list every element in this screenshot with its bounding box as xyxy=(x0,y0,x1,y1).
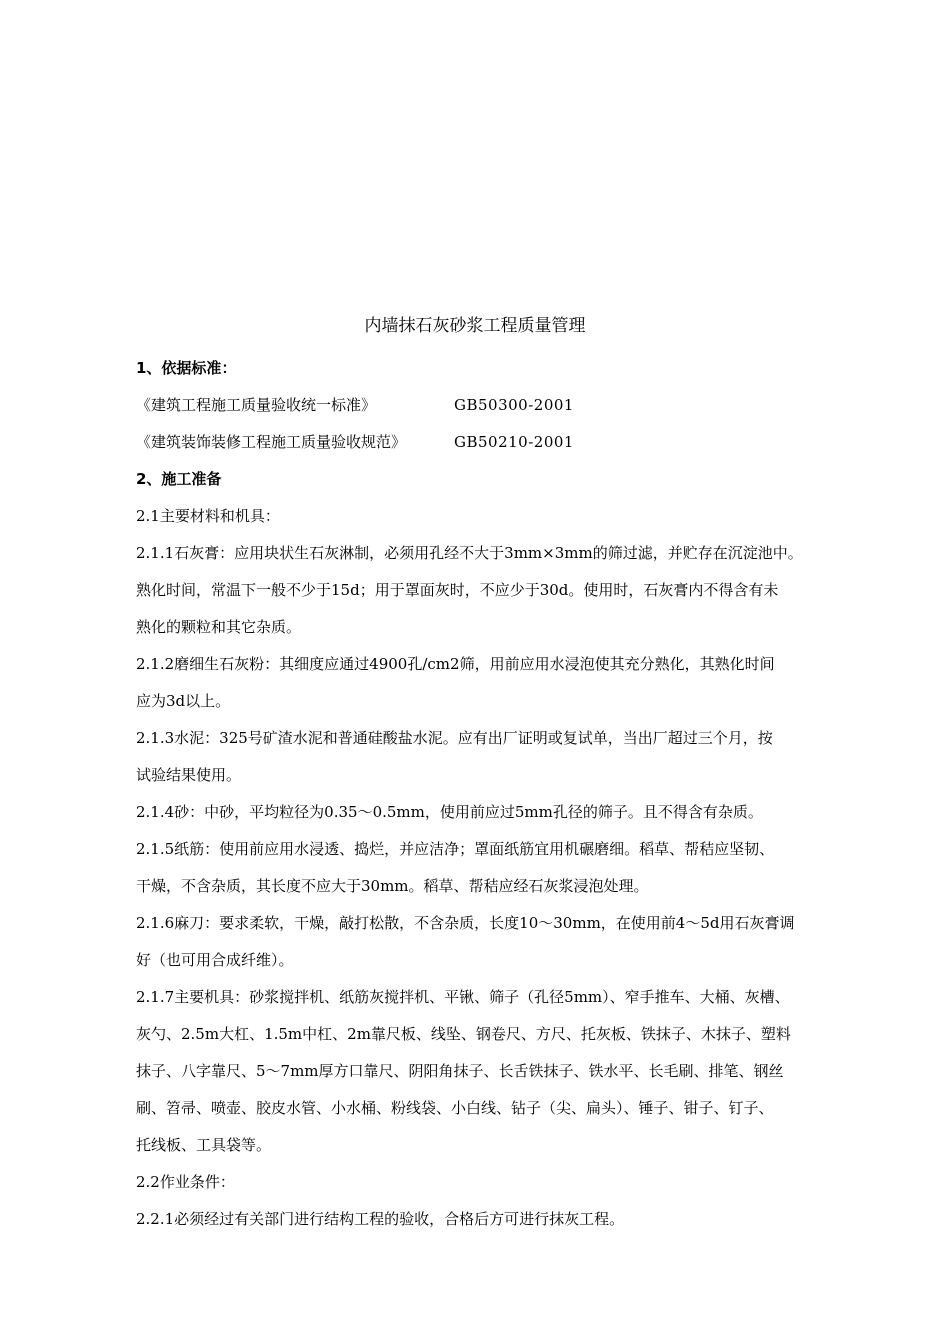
paragraph-line: 托线板、工具袋等。 xyxy=(136,1136,272,1154)
paragraph-line: 2.2作业条件： xyxy=(136,1173,235,1191)
paragraph-line: 2.1.4砂：中砂，平均粒径为0.35～0.5mm，使用前应过5mm孔径的筛子。且不得含有杂质。 xyxy=(136,803,763,821)
paragraph-line: 刷、笤帚、喷壶、胶皮水管、小水桶、粉线袋、小白线、钻子（尖、扁头）、锤子、钳子、钉子、 xyxy=(136,1099,774,1117)
paragraph-line: 熟化时间，常温下一般不少于15d；用于罩面灰时，不应少于30d。使用时，石灰膏内不得含有未 xyxy=(136,581,779,599)
standard-code: GB50210-2001 xyxy=(454,433,574,451)
standard-row xyxy=(136,387,876,424)
paragraph-line: 抹子、八字靠尺、5～7mm厚方口靠尺、阴阳角抹子、长舌铁抹子、铁水平、长毛刷、排笔、钢丝 xyxy=(136,1062,784,1080)
standard-name: 《建筑工程施工质量验收统一标准》 xyxy=(136,396,377,414)
paragraph-line: 2.1.6麻刀：要求柔软，干燥，敲打松散，不含杂质，长度10～30mm，在使用前4～5d用石灰膏调 xyxy=(136,914,795,932)
paragraph-line: 好（也可用合成纤维）。 xyxy=(136,951,294,969)
paragraph-line: 2.1.2磨细生石灰粉：其细度应通过4900孔/cm2筛，用前应用水浸泡使其充分熟化，其熟化时间 xyxy=(136,655,775,673)
paragraph-line: 2.2.1必须经过有关部门进行结构工程的验收，合格后方可进行抹灰工程。 xyxy=(136,1210,625,1228)
paragraph-line: 灰勺、2.5m大杠、1.5m中杠、2m靠尺板、线坠、钢卷尺、方尺、托灰板、铁抹子、木抹子、塑料 xyxy=(136,1025,791,1043)
paragraph-line: 干燥，不含杂质，其长度不应大于30mm。稻草、帮秸应经石灰浆浸泡处理。 xyxy=(136,877,649,895)
paragraph-line: 2.1主要材料和机具： xyxy=(136,507,280,525)
section-heading-preparation: 2、施工准备 xyxy=(136,470,222,488)
standard-row xyxy=(136,424,876,461)
paragraph-line: 应为3d以上。 xyxy=(136,692,231,710)
standard-name: 《建筑装饰装修工程施工质量验收规范》 xyxy=(136,433,407,451)
paragraph-line: 2.1.3水泥：325号矿渣水泥和普通硅酸盐水泥。应有出厂证明或复试单，当出厂超过三个月，按 xyxy=(136,729,773,747)
standard-code: GB50300-2001 xyxy=(454,396,574,414)
paragraph-line: 2.1.5纸筋：使用前应用水浸透、捣烂，并应洁净；罩面纸筋宜用机碾磨细。稻草、帮秸应坚韧、 xyxy=(136,840,775,858)
paragraph-line: 2.1.7主要机具：砂浆搅拌机、纸筋灰搅拌机、平锹、筛子（孔径5mm）、窄手推车、大桶、灰槽、 xyxy=(136,988,790,1006)
paragraph-line: 熟化的颗粒和其它杂质。 xyxy=(136,618,302,636)
document-body xyxy=(136,350,876,1238)
section-heading-standards: 1、依据标准： xyxy=(136,359,237,377)
paragraph-line: 2.1.1石灰膏：应用块状生石灰淋制，必须用孔经不大于3mm×3mm的筛过滤，并贮存在沉淀池中。 xyxy=(136,544,803,562)
paragraph-line: 试验结果使用。 xyxy=(136,766,242,784)
document-title: 内墙抹石灰砂浆工程质量管理 xyxy=(364,316,586,336)
